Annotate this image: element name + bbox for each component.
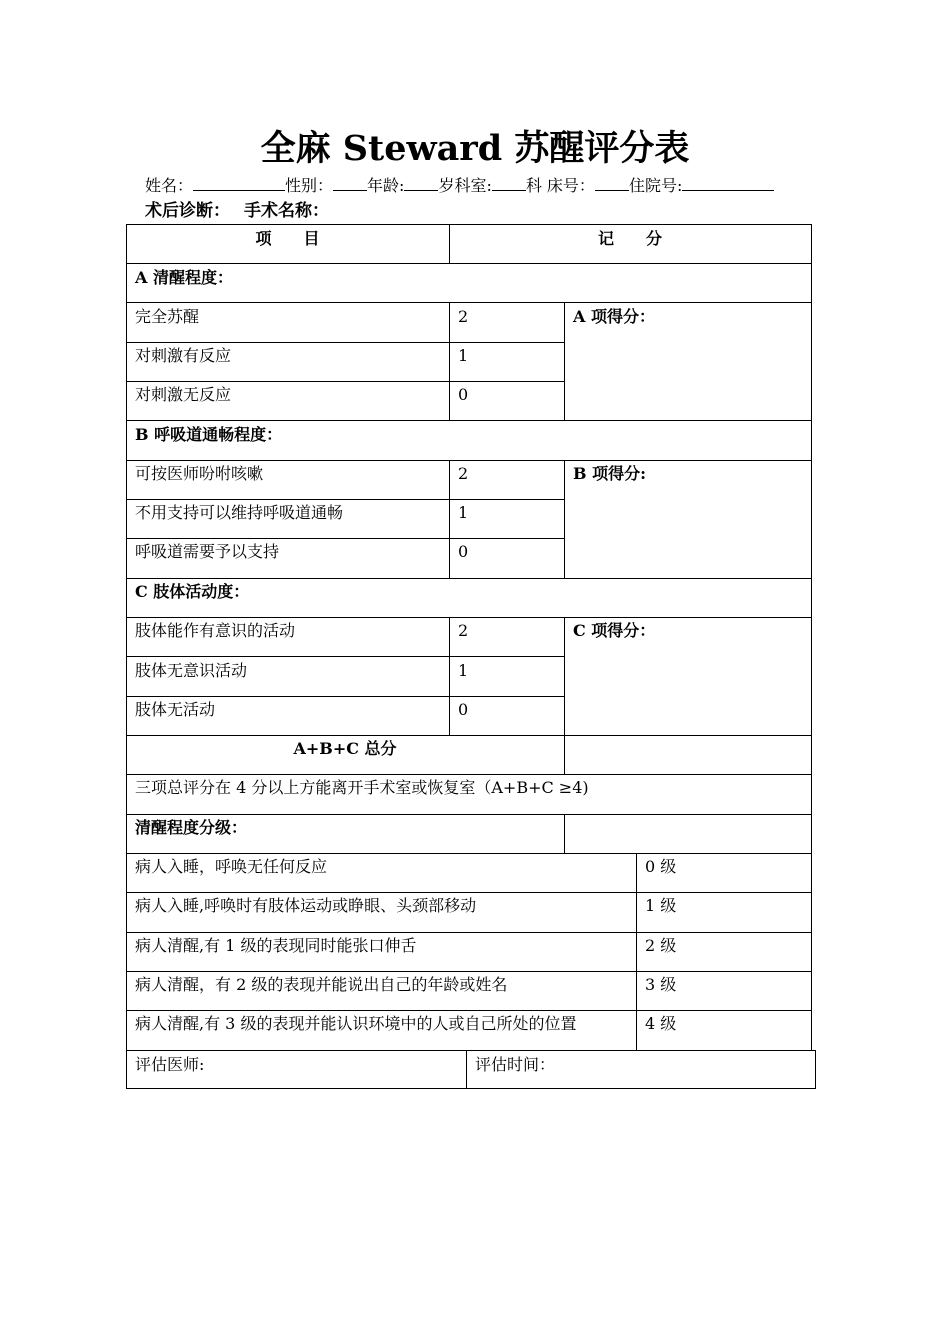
grade-4-desc: 病人清醒,有 3 级的表现并能认识环境中的人或自己所处的位置 bbox=[135, 1014, 577, 1033]
evaluator-label: 评估医师: bbox=[135, 1055, 205, 1074]
c-row-2-label: 肢体无意识活动 bbox=[135, 661, 248, 680]
sex-label: 性别： bbox=[285, 176, 334, 195]
c-row-3-score: 0 bbox=[458, 700, 469, 719]
diagnosis-label: 术后诊断： bbox=[145, 201, 230, 221]
b-row-3-score: 0 bbox=[458, 542, 469, 561]
grade-2-desc: 病人清醒,有 1 级的表现同时能张口伸舌 bbox=[135, 936, 417, 955]
grade-0-level: 0 级 bbox=[645, 857, 677, 876]
grade-3-desc: 病人清醒，有 2 级的表现并能说出自己的年龄或姓名 bbox=[135, 975, 508, 994]
grade-3-level: 3 级 bbox=[645, 975, 677, 994]
surgery-name-label: 手术名称： bbox=[244, 201, 329, 221]
c-row-2-score: 1 bbox=[458, 661, 469, 680]
c-total-label: C 项得分： bbox=[573, 621, 656, 640]
name-label: 姓名： bbox=[145, 176, 194, 195]
a-row-1-score: 2 bbox=[458, 307, 469, 326]
dept-field[interactable] bbox=[492, 176, 526, 191]
grading-title: 清醒程度分级： bbox=[135, 818, 248, 837]
sex-field[interactable] bbox=[333, 176, 367, 191]
eval-time-label: 评估时间： bbox=[475, 1055, 556, 1074]
total-score-label: A+B+C 总分 bbox=[293, 739, 397, 758]
a-row-3-score: 0 bbox=[458, 385, 469, 404]
section-c-title: C 肢体活动度： bbox=[135, 582, 250, 601]
c-row-3-label: 肢体无活动 bbox=[135, 700, 216, 719]
b-total-label: B 项得分: bbox=[573, 464, 647, 483]
admission-label: 住院号: bbox=[628, 176, 683, 195]
pass-criteria-note: 三项总评分在 4 分以上方能离开手术室或恢复室（A+B+C ≥4) bbox=[135, 778, 589, 797]
bed-field[interactable] bbox=[595, 176, 629, 191]
a-total-label: A 项得分： bbox=[573, 307, 655, 326]
section-b-title: B 呼吸道通畅程度： bbox=[135, 425, 283, 444]
b-row-2-label: 不用支持可以维持呼吸道通畅 bbox=[135, 503, 344, 522]
grade-1-level: 1 级 bbox=[645, 896, 677, 915]
dept-label: 岁科室: bbox=[438, 176, 492, 195]
patient-info-line bbox=[145, 175, 774, 197]
a-row-3-label: 对刺激无反应 bbox=[135, 385, 232, 404]
b-row-3-label: 呼吸道需要予以支持 bbox=[135, 542, 280, 561]
admission-field[interactable] bbox=[682, 176, 774, 191]
b-row-1-score: 2 bbox=[458, 464, 469, 483]
grade-1-desc: 病人入睡,呼唤时有肢体运动或睁眼、头颈部移动 bbox=[135, 896, 477, 915]
b-row-1-label: 可按医师吩咐咳嗽 bbox=[135, 464, 264, 483]
header-score: 记 分 bbox=[597, 229, 662, 248]
page-title: 全麻 Steward 苏醒评分表 bbox=[260, 128, 690, 169]
steward-score-table bbox=[126, 224, 812, 1074]
a-row-2-score: 1 bbox=[458, 346, 469, 365]
header-item: 项 目 bbox=[255, 229, 320, 248]
b-row-2-score: 1 bbox=[458, 503, 469, 522]
bed-label: 科 床号： bbox=[525, 176, 595, 195]
name-field[interactable] bbox=[193, 176, 285, 191]
a-row-1-label: 完全苏醒 bbox=[135, 307, 200, 326]
section-a-title: A 清醒程度： bbox=[135, 268, 233, 287]
grade-2-level: 2 级 bbox=[645, 936, 677, 955]
a-row-2-label: 对刺激有反应 bbox=[135, 346, 232, 365]
age-field[interactable] bbox=[404, 176, 438, 191]
grade-4-level: 4 级 bbox=[645, 1014, 677, 1033]
c-row-1-label: 肢体能作有意识的活动 bbox=[135, 621, 296, 640]
surgery-info-line bbox=[145, 200, 329, 222]
c-row-1-score: 2 bbox=[458, 621, 469, 640]
grade-0-desc: 病人入睡，呼唤无任何反应 bbox=[135, 857, 328, 876]
age-label: 年龄: bbox=[367, 176, 405, 195]
